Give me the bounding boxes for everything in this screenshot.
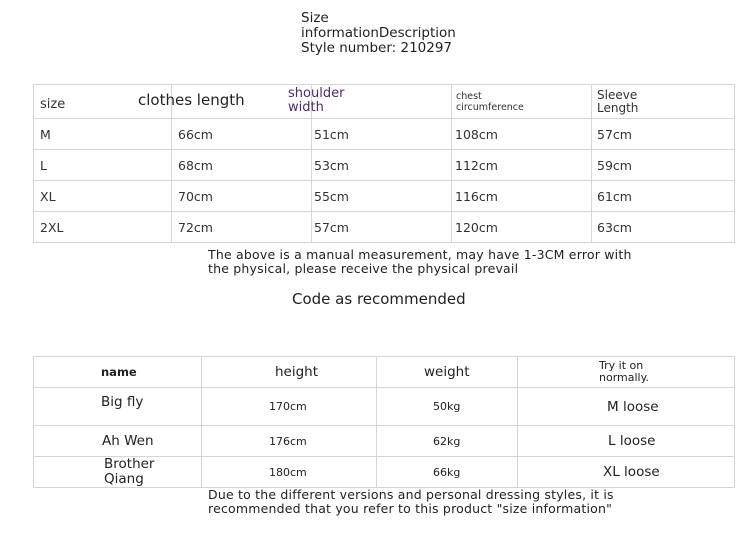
- cell-recommended-size: XL loose: [518, 457, 735, 488]
- cell-shoulder-width: 51cm: [312, 119, 452, 150]
- header-line-description: informationDescription: [301, 25, 456, 41]
- header-size-label: size: [40, 96, 66, 112]
- header-line-size: Size: [301, 10, 329, 26]
- size-row: [34, 119, 735, 150]
- measurement-note: [208, 248, 632, 276]
- cell-clothes-length: 70cm: [172, 181, 312, 212]
- recommendation-header-row: [34, 357, 735, 388]
- size-row: [34, 181, 735, 212]
- cell-size: L: [34, 150, 172, 181]
- header-cell-try-on: [518, 357, 735, 388]
- cell-shoulder-width: 55cm: [312, 181, 452, 212]
- cell-chest: 120cm: [452, 212, 592, 243]
- header-cell-chest: [452, 85, 592, 119]
- cell-clothes-length: 72cm: [172, 212, 312, 243]
- cell-name: Brother Qiang: [34, 457, 202, 488]
- size-table-header-row: [34, 85, 735, 119]
- cell-sleeve: 57cm: [592, 119, 735, 150]
- cell-recommended-size: L loose: [518, 426, 735, 457]
- header-clothes-length-label: clothes length: [138, 91, 245, 109]
- cell-sleeve: 61cm: [592, 181, 735, 212]
- size-row: [34, 150, 735, 181]
- header-shoulder-width-label: shoulder width: [288, 86, 345, 115]
- cell-height: 180cm: [202, 457, 377, 488]
- cell-clothes-length: 66cm: [172, 119, 312, 150]
- header-cell-name: name: [34, 357, 202, 388]
- cell-weight: 62kg: [377, 426, 518, 457]
- size-info-header: [301, 11, 456, 56]
- cell-recommended-size: M loose: [518, 388, 735, 426]
- cell-size: 2XL: [34, 212, 172, 243]
- cell-chest: 112cm: [452, 150, 592, 181]
- header-cell-height: height: [202, 357, 377, 388]
- header-line-style-number: Style number: 210297: [301, 40, 453, 56]
- cell-chest: 108cm: [452, 119, 592, 150]
- cell-shoulder-width: 57cm: [312, 212, 452, 243]
- measurement-note-line1: The above is a manual measurement, may have 1-3CM error with: [208, 247, 632, 262]
- cell-name: Big fly: [34, 388, 202, 426]
- header-try-on-label: Try it on normally.: [599, 359, 650, 384]
- cell-name: Ah Wen: [34, 426, 202, 457]
- cell-height: 176cm: [202, 426, 377, 457]
- cell-sleeve: 59cm: [592, 150, 735, 181]
- cell-shoulder-width: 53cm: [312, 150, 452, 181]
- recommendation-row: [34, 388, 735, 426]
- cell-size: XL: [34, 181, 172, 212]
- header-chest-label: chest circumference: [456, 90, 524, 113]
- cell-weight: 50kg: [377, 388, 518, 426]
- size-row: [34, 212, 735, 243]
- recommendation-table: [33, 356, 735, 488]
- size-advice-note: [208, 488, 614, 516]
- size-advice-note-line2: recommended that you refer to this product "size information": [208, 501, 613, 516]
- cell-weight: 66kg: [377, 457, 518, 488]
- header-cell-shoulder-width: [288, 85, 452, 119]
- header-cell-weight: weight: [377, 357, 518, 388]
- size-table: [33, 84, 735, 243]
- cell-clothes-length: 68cm: [172, 150, 312, 181]
- cell-height: 170cm: [202, 388, 377, 426]
- header-sleeve-label: Sleeve Length: [597, 87, 639, 115]
- cell-sleeve: 63cm: [592, 212, 735, 243]
- recommendation-row: [34, 457, 735, 488]
- size-advice-note-line1: Due to the different versions and personal dressing styles, it is: [208, 487, 614, 502]
- measurement-note-line2: the physical, please receive the physical prevail: [208, 261, 519, 276]
- recommendation-row: [34, 426, 735, 457]
- cell-chest: 116cm: [452, 181, 592, 212]
- header-cell-sleeve: [592, 85, 735, 119]
- cell-size: M: [34, 119, 172, 150]
- recommendation-title: Code as recommended: [292, 290, 466, 308]
